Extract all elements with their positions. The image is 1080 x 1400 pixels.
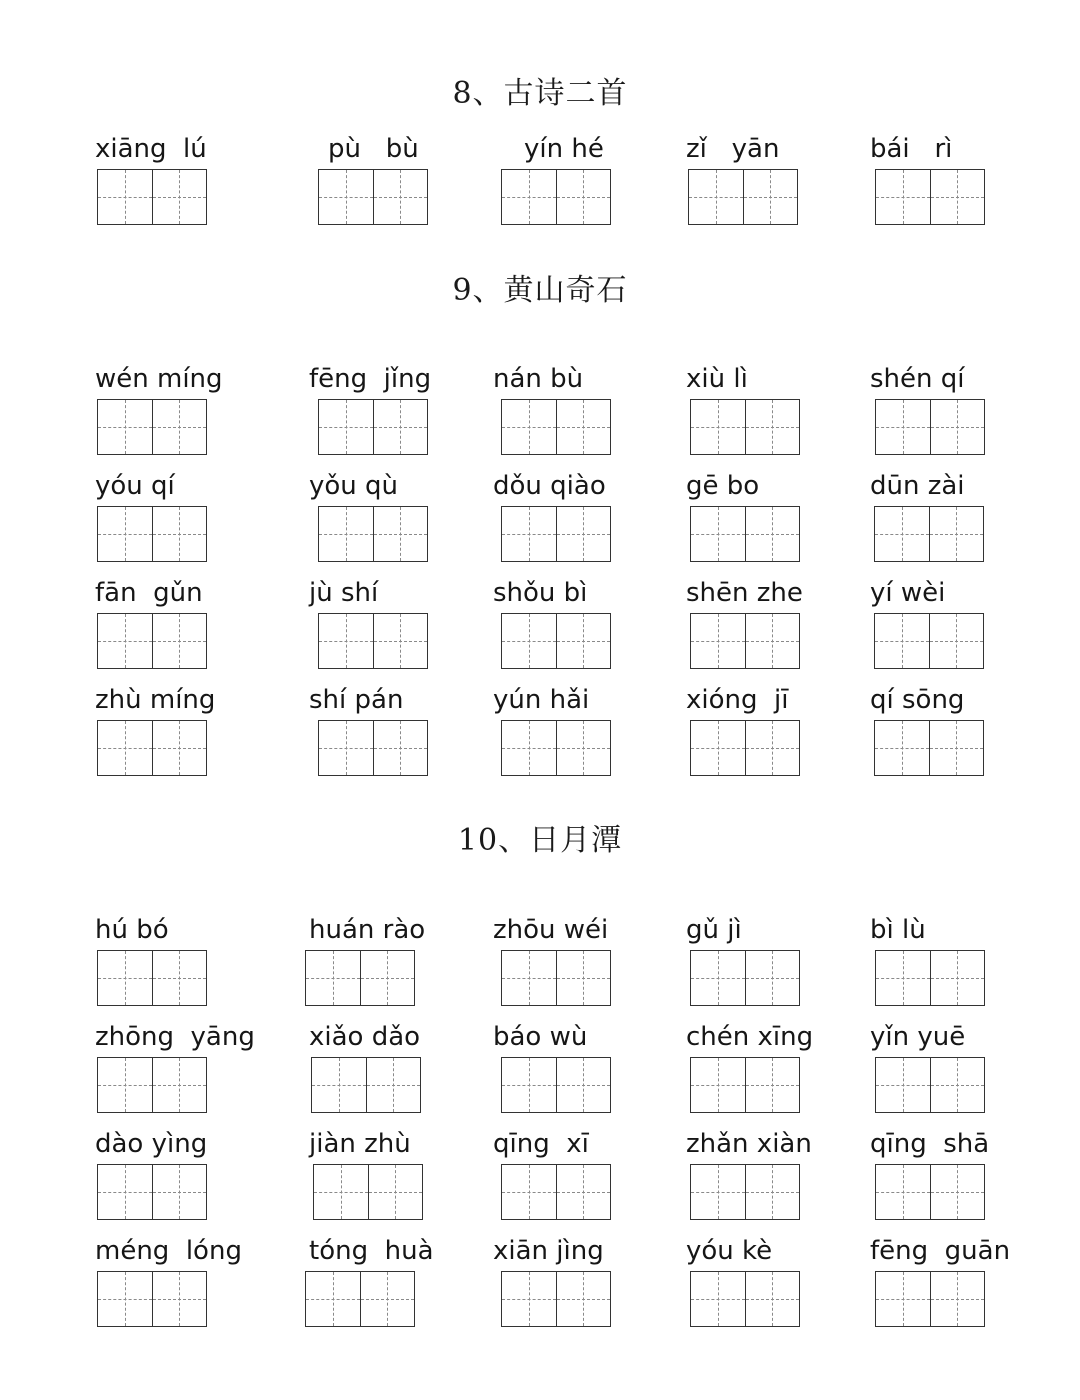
tianzige-boxes[interactable] (875, 169, 985, 225)
word-item (493, 363, 693, 395)
writing-cell[interactable] (690, 399, 746, 455)
tianzige-boxes[interactable] (501, 169, 611, 225)
tianzige-boxes[interactable] (690, 720, 800, 776)
writing-cell[interactable] (374, 720, 429, 776)
writing-cell[interactable] (97, 950, 153, 1006)
word-item (95, 684, 295, 716)
word-item (686, 1128, 886, 1160)
pinyin-label: bì lù (870, 915, 926, 945)
pinyin-label: zhōu wéi (493, 915, 609, 945)
writing-cell[interactable] (361, 950, 416, 1006)
word-item (95, 1021, 295, 1053)
writing-cell[interactable] (374, 506, 429, 562)
writing-cell[interactable] (746, 950, 801, 1006)
word-item (95, 1235, 295, 1267)
word-item (870, 577, 1070, 609)
tianzige-boxes[interactable] (875, 1057, 985, 1113)
writing-cell[interactable] (557, 613, 612, 669)
word-item (309, 577, 509, 609)
section-title: 9、黄山奇石 (452, 273, 628, 308)
pinyin-label: yǐn yuē (870, 1022, 966, 1052)
pinyin-label: shǒu bì (493, 578, 588, 608)
tianzige-boxes[interactable] (501, 1164, 611, 1220)
word-item (309, 470, 509, 502)
writing-cell[interactable] (305, 1271, 361, 1327)
writing-cell[interactable] (374, 613, 429, 669)
writing-cell[interactable] (153, 720, 208, 776)
pinyin-label: zhōng yāng (95, 1022, 255, 1052)
writing-cell[interactable] (690, 950, 746, 1006)
writing-cell[interactable] (557, 506, 612, 562)
writing-cell[interactable] (930, 506, 985, 562)
tianzige-boxes[interactable] (318, 169, 428, 225)
writing-cell[interactable] (97, 399, 153, 455)
tianzige-boxes[interactable] (874, 613, 984, 669)
tianzige-boxes[interactable] (318, 399, 428, 455)
writing-cell[interactable] (931, 399, 986, 455)
writing-cell[interactable] (690, 613, 746, 669)
pinyin-label: huán rào (309, 915, 426, 945)
word-item (95, 577, 295, 609)
pinyin-label: yún hǎi (493, 685, 590, 715)
writing-cell[interactable] (501, 399, 557, 455)
word-item (309, 1021, 509, 1053)
pinyin-label: xiān jìng (493, 1236, 604, 1266)
tianzige-boxes[interactable] (97, 169, 207, 225)
pinyin-label: xiǎo dǎo (309, 1022, 421, 1052)
pinyin-label: hú bó (95, 915, 169, 945)
word-item (870, 133, 1070, 165)
word-item (686, 914, 886, 946)
writing-cell[interactable] (930, 613, 985, 669)
word-item (686, 577, 886, 609)
pinyin-label: nán bù (493, 364, 584, 394)
word-item (328, 133, 528, 165)
writing-cell[interactable] (501, 506, 557, 562)
word-item (95, 363, 295, 395)
word-item (309, 684, 509, 716)
tianzige-boxes[interactable] (690, 613, 800, 669)
pinyin-label: tóng huà (309, 1236, 434, 1266)
tianzige-boxes[interactable] (690, 1057, 800, 1113)
writing-cell[interactable] (690, 1164, 746, 1220)
word-item (493, 684, 693, 716)
pinyin-label: yǒu qù (309, 471, 399, 501)
writing-cell[interactable] (374, 399, 429, 455)
pinyin-label: shén qí (870, 364, 965, 394)
pinyin-label: zhǎn xiàn (686, 1129, 812, 1159)
pinyin-label: jù shí (309, 578, 379, 608)
writing-cell[interactable] (318, 613, 374, 669)
writing-cell[interactable] (313, 1164, 369, 1220)
pinyin-label: fēng guān (870, 1236, 1011, 1266)
writing-cell[interactable] (97, 613, 153, 669)
tianzige-boxes[interactable] (318, 506, 428, 562)
pinyin-label: dǒu qiào (493, 471, 606, 501)
writing-cell[interactable] (875, 399, 931, 455)
writing-cell[interactable] (875, 950, 931, 1006)
pinyin-label: qīng xī (493, 1129, 589, 1159)
pinyin-label: dào yìng (95, 1129, 208, 1159)
writing-cell[interactable] (501, 1057, 557, 1113)
writing-cell[interactable] (875, 1057, 931, 1113)
word-item (493, 1128, 693, 1160)
writing-cell[interactable] (557, 169, 612, 225)
writing-cell[interactable] (746, 613, 801, 669)
word-item (95, 914, 295, 946)
word-item (870, 1235, 1070, 1267)
word-item (493, 1021, 693, 1053)
tianzige-boxes[interactable] (501, 506, 611, 562)
tianzige-boxes[interactable] (501, 1271, 611, 1327)
writing-cell[interactable] (930, 720, 985, 776)
writing-cell[interactable] (931, 1057, 986, 1113)
word-item (309, 914, 509, 946)
writing-cell[interactable] (153, 1271, 208, 1327)
pinyin-label: yóu kè (686, 1236, 773, 1266)
writing-cell[interactable] (97, 506, 153, 562)
word-item (686, 684, 886, 716)
pinyin-label: shēn zhe (686, 578, 803, 608)
tianzige-boxes[interactable] (305, 1271, 415, 1327)
writing-cell[interactable] (501, 613, 557, 669)
tianzige-boxes[interactable] (318, 720, 428, 776)
tianzige-boxes[interactable] (501, 950, 611, 1006)
pinyin-label: yín hé (524, 134, 604, 164)
tianzige-boxes[interactable] (305, 950, 415, 1006)
pinyin-label: méng lóng (95, 1236, 242, 1266)
tianzige-boxes[interactable] (690, 506, 800, 562)
word-item (309, 1128, 509, 1160)
writing-cell[interactable] (311, 1057, 367, 1113)
pinyin-label: xiāng lú (95, 134, 207, 164)
writing-cell[interactable] (153, 950, 208, 1006)
writing-cell[interactable] (369, 1164, 424, 1220)
writing-cell[interactable] (318, 399, 374, 455)
writing-cell[interactable] (318, 506, 374, 562)
writing-cell[interactable] (153, 1057, 208, 1113)
tianzige-boxes[interactable] (97, 613, 207, 669)
tianzige-boxes[interactable] (874, 506, 984, 562)
writing-cell[interactable] (557, 1057, 612, 1113)
word-item (686, 363, 886, 395)
tianzige-boxes[interactable] (313, 1164, 423, 1220)
word-item (870, 684, 1070, 716)
writing-cell[interactable] (501, 1164, 557, 1220)
pinyin-label: fān gǔn (95, 578, 203, 608)
pinyin-label: zǐ yān (686, 134, 780, 164)
pinyin-label: qīng shā (870, 1129, 990, 1159)
tianzige-boxes[interactable] (97, 1057, 207, 1113)
tianzige-boxes[interactable] (875, 399, 985, 455)
word-item (493, 1235, 693, 1267)
word-item (95, 1128, 295, 1160)
pinyin-label: jiàn zhù (309, 1129, 411, 1159)
pinyin-label: báo wù (493, 1022, 588, 1052)
writing-cell[interactable] (153, 613, 208, 669)
writing-cell[interactable] (690, 506, 746, 562)
tianzige-boxes[interactable] (97, 506, 207, 562)
writing-cell[interactable] (153, 1164, 208, 1220)
writing-cell[interactable] (744, 169, 799, 225)
writing-cell[interactable] (318, 169, 374, 225)
writing-cell[interactable] (501, 720, 557, 776)
writing-cell[interactable] (746, 1164, 801, 1220)
writing-cell[interactable] (501, 1271, 557, 1327)
word-item (870, 1128, 1070, 1160)
writing-cell[interactable] (153, 169, 208, 225)
writing-cell[interactable] (361, 1271, 416, 1327)
word-item (493, 577, 693, 609)
tianzige-boxes[interactable] (690, 399, 800, 455)
writing-cell[interactable] (874, 506, 930, 562)
tianzige-boxes[interactable] (688, 169, 798, 225)
pinyin-label: zhù míng (95, 685, 216, 715)
word-item (309, 1235, 509, 1267)
pinyin-label: dūn zài (870, 471, 965, 501)
tianzige-boxes[interactable] (311, 1057, 421, 1113)
tianzige-boxes[interactable] (690, 1164, 800, 1220)
writing-cell[interactable] (874, 613, 930, 669)
writing-cell[interactable] (557, 720, 612, 776)
pinyin-label: xióng jī (686, 685, 789, 715)
writing-cell[interactable] (931, 950, 986, 1006)
word-item (870, 470, 1070, 502)
tianzige-boxes[interactable] (875, 950, 985, 1006)
writing-cell[interactable] (875, 1271, 931, 1327)
writing-cell[interactable] (501, 169, 557, 225)
tianzige-boxes[interactable] (97, 1271, 207, 1327)
tianzige-boxes[interactable] (874, 720, 984, 776)
word-item (870, 1021, 1070, 1053)
writing-cell[interactable] (690, 1057, 746, 1113)
pinyin-label: fēng jǐng (309, 364, 432, 394)
writing-cell[interactable] (557, 399, 612, 455)
writing-cell[interactable] (746, 1057, 801, 1113)
writing-cell[interactable] (931, 1271, 986, 1327)
writing-cell[interactable] (97, 1271, 153, 1327)
pinyin-label: gǔ jì (686, 915, 742, 945)
tianzige-boxes[interactable] (97, 399, 207, 455)
writing-cell[interactable] (153, 399, 208, 455)
writing-cell[interactable] (97, 720, 153, 776)
tianzige-boxes[interactable] (97, 1164, 207, 1220)
tianzige-boxes[interactable] (318, 613, 428, 669)
word-item (95, 470, 295, 502)
tianzige-boxes[interactable] (875, 1164, 985, 1220)
tianzige-boxes[interactable] (875, 1271, 985, 1327)
pinyin-label: shí pán (309, 685, 404, 715)
writing-cell[interactable] (153, 506, 208, 562)
pinyin-label: bái rì (870, 134, 953, 164)
tianzige-boxes[interactable] (501, 720, 611, 776)
section-title: 8、古诗二首 (452, 76, 628, 111)
writing-cell[interactable] (305, 950, 361, 1006)
writing-cell[interactable] (367, 1057, 422, 1113)
writing-cell[interactable] (931, 169, 986, 225)
word-item (493, 470, 693, 502)
word-item (686, 1021, 886, 1053)
pinyin-label: pù bù (328, 134, 419, 164)
writing-cell[interactable] (746, 720, 801, 776)
pinyin-label: wén míng (95, 364, 223, 394)
word-item (686, 470, 886, 502)
writing-cell[interactable] (501, 950, 557, 1006)
tianzige-boxes[interactable] (501, 613, 611, 669)
pinyin-label: gē bo (686, 471, 760, 501)
word-item (686, 1235, 886, 1267)
writing-cell[interactable] (931, 1164, 986, 1220)
word-item (493, 914, 693, 946)
writing-cell[interactable] (557, 950, 612, 1006)
word-item (870, 914, 1070, 946)
writing-cell[interactable] (690, 1271, 746, 1327)
writing-cell[interactable] (875, 169, 931, 225)
pinyin-label: xiù lì (686, 364, 748, 394)
word-item (309, 363, 509, 395)
writing-cell[interactable] (688, 169, 744, 225)
pinyin-label: chén xīng (686, 1022, 814, 1052)
word-item (686, 133, 886, 165)
tianzige-boxes[interactable] (690, 1271, 800, 1327)
writing-cell[interactable] (746, 399, 801, 455)
tianzige-boxes[interactable] (97, 720, 207, 776)
writing-cell[interactable] (557, 1271, 612, 1327)
writing-cell[interactable] (690, 720, 746, 776)
pinyin-label: yóu qí (95, 471, 175, 501)
tianzige-boxes[interactable] (501, 399, 611, 455)
writing-cell[interactable] (318, 720, 374, 776)
writing-cell[interactable] (97, 169, 153, 225)
tianzige-boxes[interactable] (97, 950, 207, 1006)
tianzige-boxes[interactable] (501, 1057, 611, 1113)
writing-cell[interactable] (97, 1164, 153, 1220)
writing-cell[interactable] (874, 720, 930, 776)
pinyin-label: qí sōng (870, 685, 965, 715)
writing-cell[interactable] (374, 169, 429, 225)
section-title: 10、日月潭 (457, 823, 623, 858)
word-item (95, 133, 295, 165)
writing-cell[interactable] (97, 1057, 153, 1113)
writing-cell[interactable] (746, 1271, 801, 1327)
word-item (870, 363, 1070, 395)
writing-cell[interactable] (875, 1164, 931, 1220)
writing-cell[interactable] (557, 1164, 612, 1220)
tianzige-boxes[interactable] (690, 950, 800, 1006)
writing-cell[interactable] (746, 506, 801, 562)
pinyin-label: yí wèi (870, 578, 946, 608)
